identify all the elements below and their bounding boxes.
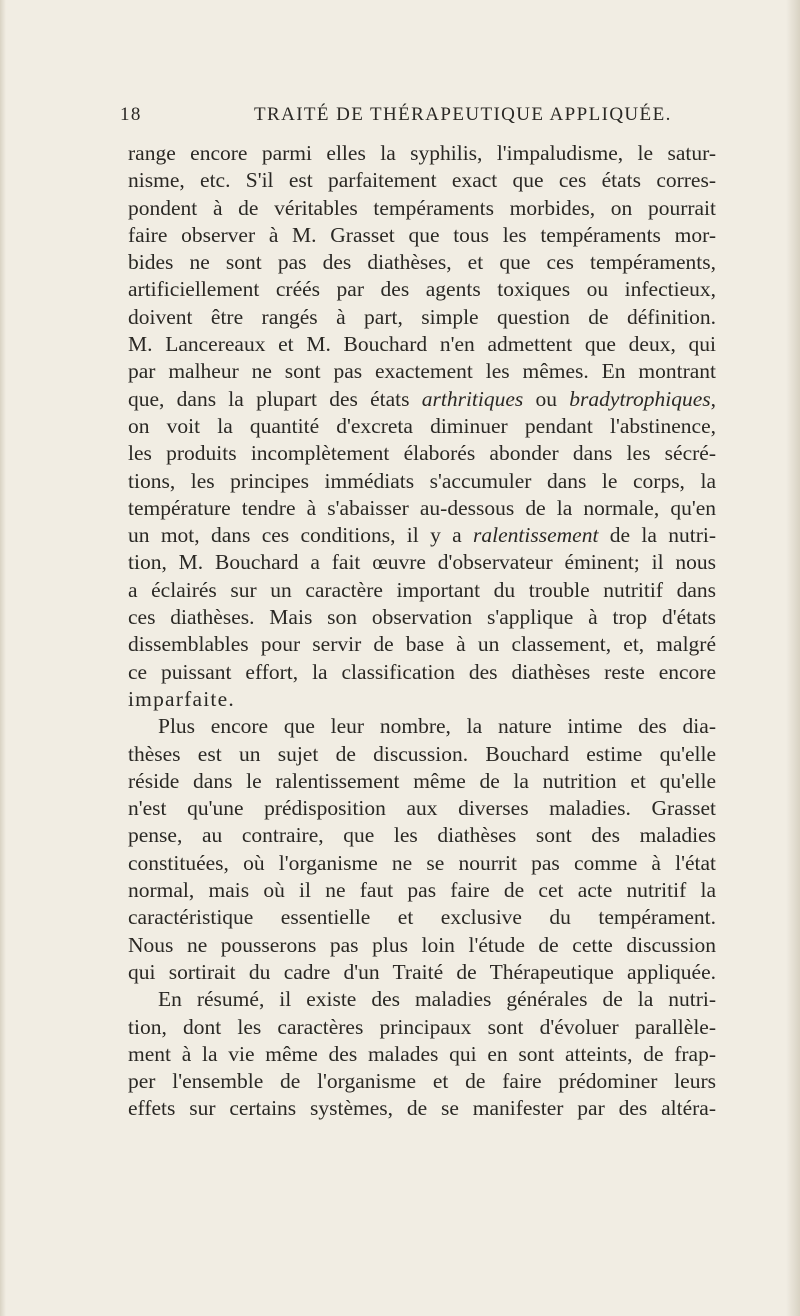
page-header xyxy=(120,104,716,132)
text-run: , xyxy=(710,386,716,411)
text-line: doivent être rangés à part, simple question de définition. xyxy=(128,304,716,329)
text-line: tions, les principes immédiats s'accumuler dans le corps, la xyxy=(128,468,716,493)
italic-term: ralentissement xyxy=(473,523,599,548)
text-line: M. Lancereaux et M. Bouchard n'en admettent que deux, qui xyxy=(128,332,716,357)
text-line: per l'ensemble de l'organisme et de faire prédominer leurs xyxy=(128,1069,716,1094)
text-line: pense, au contraire, que les diathèses sont des maladies xyxy=(128,823,716,848)
page-edge-left xyxy=(0,0,6,1316)
text-line: par malheur ne sont pas exactement les mêmes. En montrant xyxy=(128,359,716,384)
italic-term: arthritiques xyxy=(421,386,524,411)
text-line: ces diathèses. Mais son observation s'applique à trop d'états xyxy=(128,605,716,630)
text-run: un mot, dans ces conditions, il y a xyxy=(128,523,474,548)
text-line: n'est qu'une prédisposition aux diverses maladies. Grasset xyxy=(128,796,716,821)
text-line: effets sur certains systèmes, de se manifester par des altéra- xyxy=(128,1096,716,1121)
text-line: constituées, où l'organisme ne se nourrit pas comme à l'état xyxy=(128,850,716,875)
text-line: température tendre à s'abaisser au-dessous de la normale, qu'en xyxy=(128,495,716,520)
text-line: on voit la quantité d'excreta diminuer pendant l'abstinence, xyxy=(128,413,716,438)
text-line: range encore parmi elles la syphilis, l'impaludisme, le satur- xyxy=(128,141,716,165)
text-run: de la nutri- xyxy=(598,523,716,548)
text-line: imparfaite. xyxy=(128,686,235,711)
text-line: réside dans le ralentissement même de la nutrition et qu'elle xyxy=(128,768,716,793)
text-line: faire observer à M. Grasset que tous les tempéraments mor- xyxy=(128,222,716,247)
text-line: Nous ne pousserons pas plus loin l'étude de cette discussion xyxy=(128,932,716,957)
paragraph-start: En résumé, il existe des maladies générales de la nutri- xyxy=(158,987,716,1012)
text-line: a éclairés sur un caractère important du trouble nutritif dans xyxy=(128,577,716,602)
text-line xyxy=(128,522,716,549)
text-line: caractéristique essentielle et exclusive du tempérament. xyxy=(128,905,716,930)
running-title: TRAITÉ DE THÉRAPEUTIQUE APPLIQUÉE. xyxy=(254,104,672,125)
text-line: ment à la vie même des malades qui en sont atteints, de frap- xyxy=(128,1041,716,1066)
text-line: bides ne sont pas des diathèses, et que ces tempéraments, xyxy=(128,250,716,275)
text-line: artificiellement créés par des agents toxiques ou infectieux, xyxy=(128,277,716,302)
body-text xyxy=(128,140,716,1123)
text-run: ou xyxy=(523,386,570,411)
text-line: normal, mais où il ne faut pas faire de cet acte nutritif la xyxy=(128,878,716,903)
text-line: dissemblables pour servir de base à un classement, et, malgré xyxy=(128,632,716,657)
text-line: nisme, etc. S'il est parfaitement exact que ces états corres- xyxy=(128,168,716,193)
text-line: les produits incomplètement élaborés abonder dans les sécré- xyxy=(128,441,716,466)
paragraph-start: Plus encore que leur nombre, la nature intime des dia- xyxy=(158,714,716,739)
text-line: pondent à de véritables tempéraments morbides, on pourrait xyxy=(128,195,716,220)
italic-term: bradytrophiques xyxy=(569,386,711,411)
text-line xyxy=(128,386,716,413)
text-line: ce puissant effort, la classification des diathèses reste encore xyxy=(128,659,716,684)
page-number: 18 xyxy=(120,104,142,125)
text-line: tion, dont les caractères principaux sont d'évoluer parallèle- xyxy=(128,1014,716,1039)
text-line: qui sortirait du cadre d'un Traité de Thérapeutique appliquée. xyxy=(128,959,716,984)
text-line: thèses est un sujet de discussion. Bouchard estime qu'elle xyxy=(128,741,716,766)
text-line: tion, M. Bouchard a fait œuvre d'observateur éminent; il nous xyxy=(128,550,716,575)
text-run: que, dans la plupart des états xyxy=(128,386,422,411)
page-edge-right xyxy=(786,0,800,1316)
